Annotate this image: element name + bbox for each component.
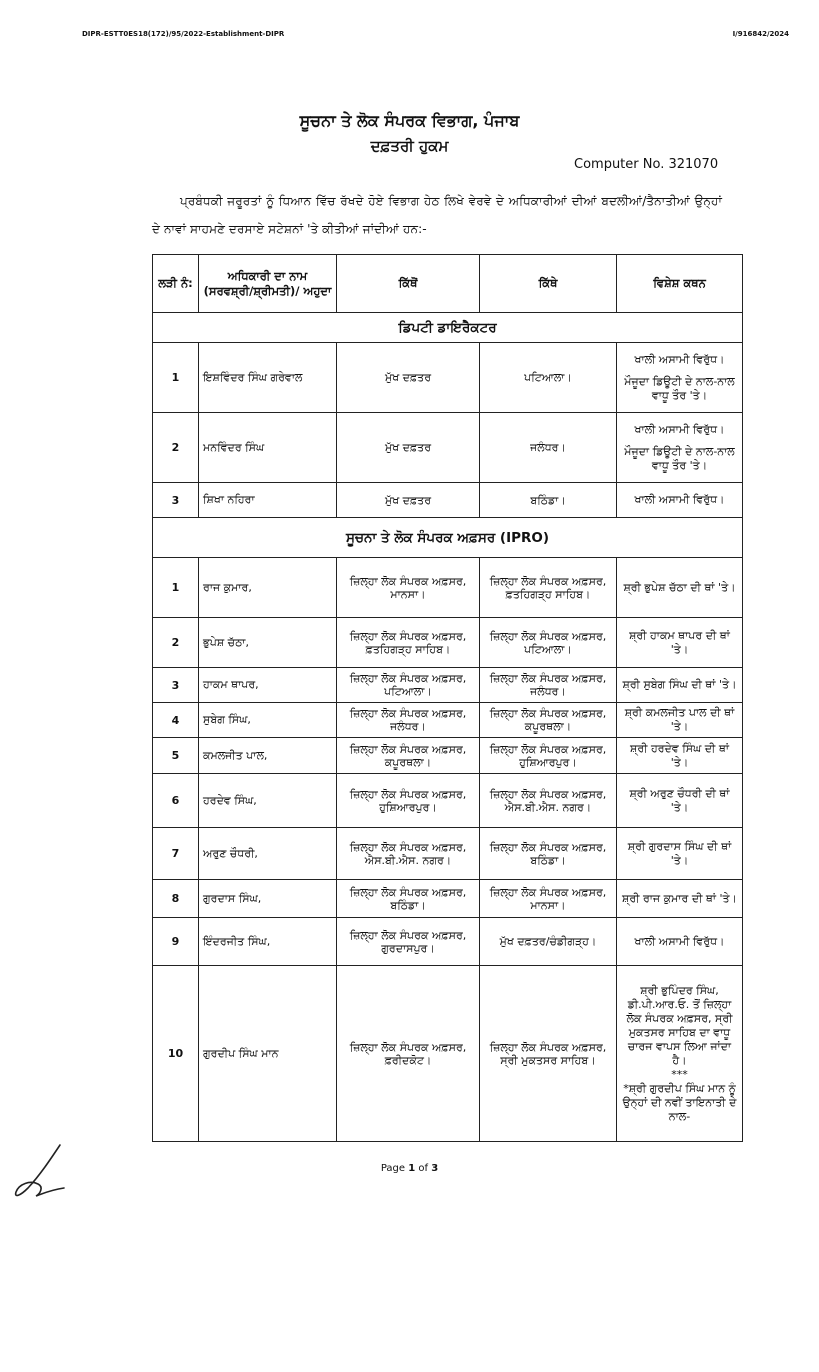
table-row: [153, 668, 743, 703]
cell-name: ਭੁਪੇਸ਼ ਚੱਠਾ,: [199, 618, 337, 668]
cell-to: ਜ਼ਿਲ੍ਹਾ ਲੋਕ ਸੰਪਰਕ ਅਫ਼ਸਰ, ਐਸ.ਬੀ.ਐਸ. ਨਗਰ।: [480, 774, 617, 828]
cell-from: ਜ਼ਿਲ੍ਹਾ ਲੋਕ ਸੰਪਰਕ ਅਫ਼ਸਰ, ਫ਼ਰੀਦਕੋਟ।: [337, 966, 480, 1142]
table-row: [153, 618, 743, 668]
cell-name: ਗੁਰਦੀਪ ਸਿੰਘ ਮਾਨ: [199, 966, 337, 1142]
page-total: 3: [431, 1163, 439, 1174]
cell-name: ਮਨਵਿੰਦਰ ਸਿੰਘ: [199, 413, 337, 483]
page-of: of: [415, 1163, 432, 1174]
remark-line: ਮੌਜੂਦਾ ਡਿਊਟੀ ਦੇ ਨਾਲ-ਨਾਲ ਵਾਧੂ ਤੌਰ 'ਤੇ।: [624, 444, 735, 472]
cell-sr: 1: [153, 558, 199, 618]
cell-name: ਗੁਰਦਾਸ ਸਿੰਘ,: [199, 880, 337, 918]
cell-remarks: ਸ਼੍ਰੀ ਹਾਕਮ ਥਾਪਰ ਦੀ ਥਾਂ 'ਤੇ।: [617, 618, 743, 668]
header-to: ਕਿੱਥੇ: [480, 255, 617, 313]
cell-name: ਇਸ਼ਵਿੰਦਰ ਸਿੰਘ ਗਰੇਵਾਲ: [199, 343, 337, 413]
remark-separator: ***: [671, 1067, 688, 1081]
table-row: [153, 966, 743, 1142]
cell-sr: 4: [153, 703, 199, 738]
cell-from: ਜ਼ਿਲ੍ਹਾ ਲੋਕ ਸੰਪਰਕ ਅਫ਼ਸਰ, ਜਲੰਧਰ।: [337, 703, 480, 738]
cell-remarks: ਸ਼੍ਰੀ ਗੁਰਦਾਸ ਸਿੰਘ ਦੀ ਥਾਂ 'ਤੇ।: [617, 828, 743, 880]
table-row: [153, 774, 743, 828]
cell-to: ਜ਼ਿਲ੍ਹਾ ਲੋਕ ਸੰਪਰਕ ਅਫ਼ਸਰ, ਫ਼ਤਹਿਗੜ੍ਹ ਸਾਹਿਬ।: [480, 558, 617, 618]
cell-remarks: ਖਾਲੀ ਅਸਾਮੀ ਵਿਰੁੱਧ।: [617, 483, 743, 518]
remark-line: *ਸ਼੍ਰੀ ਗੁਰਦੀਪ ਸਿੰਘ ਮਾਨ ਨੂੰ ਉਨ੍ਹਾਂ ਦੀ ਨਵੀਂ ਤਾਇਨਾਤੀ ਦੇ ਨਾਲ-: [622, 1081, 737, 1123]
remark-line: ਮੌਜੂਦਾ ਡਿਊਟੀ ਦੇ ਨਾਲ-ਨਾਲ ਵਾਧੂ ਤੌਰ 'ਤੇ।: [624, 374, 735, 402]
cell-sr: 3: [153, 483, 199, 518]
cell-to: ਜ਼ਿਲ੍ਹਾ ਲੋਕ ਸੰਪਰਕ ਅਫ਼ਸਰ, ਹੁਸ਼ਿਆਰਪੁਰ।: [480, 738, 617, 774]
table-row: [153, 703, 743, 738]
table-header-row: [153, 255, 743, 313]
cell-from: ਜ਼ਿਲ੍ਹਾ ਲੋਕ ਸੰਪਰਕ ਅਫ਼ਸਰ, ਗੁਰਦਾਸਪੁਰ।: [337, 918, 480, 966]
cell-name: ਸ਼ਿਖਾ ਨਹਿਰਾ: [199, 483, 337, 518]
page-prefix: Page: [380, 1163, 409, 1174]
cell-name: ਹਾਕਮ ਥਾਪਰ,: [199, 668, 337, 703]
table-row: [153, 483, 743, 518]
cell-to: ਮੁੱਖ ਦਫ਼ਤਰ/ਚੰਡੀਗੜ੍ਹ।: [480, 918, 617, 966]
cell-from: ਮੁੱਖ ਦਫ਼ਤਰ: [337, 413, 480, 483]
section-deputy-director: ਡਿਪਟੀ ਡਾਇਰੈਕਟਰ: [153, 313, 743, 343]
section-row: [153, 518, 743, 558]
header-sr: ਲੜੀ ਨੰ:: [153, 255, 199, 313]
cell-to: ਜ਼ਿਲ੍ਹਾ ਲੋਕ ਸੰਪਰਕ ਅਫ਼ਸਰ, ਬਠਿੰਡਾ।: [480, 828, 617, 880]
document-reference: I/916842/2024: [732, 30, 789, 38]
cell-remarks: [617, 413, 743, 483]
cell-remarks: ਸ਼੍ਰੀ ਰਾਜ ਕੁਮਾਰ ਦੀ ਥਾਂ 'ਤੇ।: [617, 880, 743, 918]
cell-from: ਜ਼ਿਲ੍ਹਾ ਲੋਕ ਸੰਪਰਕ ਅਫ਼ਸਰ, ਐਸ.ਬੀ.ਐਸ. ਨਗਰ।: [337, 828, 480, 880]
cell-name: ਸੁਬੇਗ ਸਿੰਘ,: [199, 703, 337, 738]
cell-remarks: ਸ਼੍ਰੀ ਹਰਦੇਵ ਸਿੰਘ ਦੀ ਥਾਂ 'ਤੇ।: [617, 738, 743, 774]
cell-from: ਜ਼ਿਲ੍ਹਾ ਲੋਕ ਸੰਪਰਕ ਅਫ਼ਸਰ, ਬਠਿੰਡਾ।: [337, 880, 480, 918]
remark-line: ਖਾਲੀ ਅਸਾਮੀ ਵਿਰੁੱਧ।: [634, 422, 725, 436]
order-title: ਦਫ਼ਤਰੀ ਹੁਕਮ: [370, 137, 449, 155]
cell-sr: 2: [153, 413, 199, 483]
cell-sr: 6: [153, 774, 199, 828]
cell-remarks: ਸ਼੍ਰੀ ਭੁਪੇਸ਼ ਚੱਠਾ ਦੀ ਥਾਂ 'ਤੇ।: [617, 558, 743, 618]
cell-sr: 7: [153, 828, 199, 880]
table-row: [153, 413, 743, 483]
cell-to: ਜ਼ਿਲ੍ਹਾ ਲੋਕ ਸੰਪਰਕ ਅਫ਼ਸਰ, ਪਟਿਆਲਾ।: [480, 618, 617, 668]
department-title: ਸੂਚਨਾ ਤੇ ਲੋਕ ਸੰਪਰਕ ਵਿਭਾਗ, ਪੰਜਾਬ: [299, 111, 520, 130]
header-name: ਅਧਿਕਾਰੀ ਦਾ ਨਾਮ (ਸਰਵਸ਼੍ਰੀ/ਸ਼੍ਰੀਮਤੀ)/ ਅਹੁਦਾ: [199, 255, 337, 313]
cell-remarks: ਖਾਲੀ ਅਸਾਮੀ ਵਿਰੁੱਧ।: [617, 918, 743, 966]
cell-name: ਕਮਲਜੀਤ ਪਾਲ,: [199, 738, 337, 774]
cell-from: ਜ਼ਿਲ੍ਹਾ ਲੋਕ ਸੰਪਰਕ ਅਫ਼ਸਰ, ਕਪੂਰਥਲਾ।: [337, 738, 480, 774]
cell-from: ਮੁੱਖ ਦਫ਼ਤਰ: [337, 483, 480, 518]
cell-remarks: ਸ਼੍ਰੀ ਕਮਲਜੀਤ ਪਾਲ ਦੀ ਥਾਂ 'ਤੇ।: [617, 703, 743, 738]
table-row: [153, 343, 743, 413]
page-number: 1: [408, 1163, 416, 1174]
table-row: [153, 828, 743, 880]
computer-number: Computer No. 321070: [574, 157, 719, 172]
cell-sr: 10: [153, 966, 199, 1142]
cell-sr: 8: [153, 880, 199, 918]
table-row: [153, 880, 743, 918]
header-from: ਕਿੱਥੋਂ: [337, 255, 480, 313]
cell-sr: 1: [153, 343, 199, 413]
cell-sr: 3: [153, 668, 199, 703]
cell-sr: 5: [153, 738, 199, 774]
cell-remarks: ਸ਼੍ਰੀ ਸੁਬੇਗ ਸਿੰਘ ਦੀ ਥਾਂ 'ਤੇ।: [617, 668, 743, 703]
table-row: [153, 918, 743, 966]
cell-to: ਜ਼ਿਲ੍ਹਾ ਲੋਕ ਸੰਪਰਕ ਅਫ਼ਸਰ, ਮਾਨਸਾ।: [480, 880, 617, 918]
cell-name: ਹਰਦੇਵ ਸਿੰਘ,: [199, 774, 337, 828]
cell-remarks: [617, 966, 743, 1142]
cell-sr: 9: [153, 918, 199, 966]
page-footer: [0, 1163, 819, 1174]
cell-from: ਜ਼ਿਲ੍ਹਾ ਲੋਕ ਸੰਪਰਕ ਅਫ਼ਸਰ, ਫ਼ਤਹਿਗੜ੍ਹ ਸਾਹਿਬ।: [337, 618, 480, 668]
cell-name: ਇੰਦਰਜੀਤ ਸਿੰਘ,: [199, 918, 337, 966]
section-row: [153, 313, 743, 343]
intro-text: ਪ੍ਰਬੰਧਕੀ ਜਰੂਰਤਾਂ ਨੂੰ ਧਿਆਨ ਵਿੱਚ ਰੱਖਦੇ ਹੋਏ ਵਿਭਾਗ ਹੇਠ ਲਿਖੇ ਵੇਰਵੇ ਦੇ ਅਧਿਕਾਰੀਆਂ ਦੀਆਂ ਬਦਲੀਆਂ/ਤੈਨਾਤੀਆਂ ਉਨ੍ਹਾਂ ਦੇ ਨਾਵਾਂ ਸਾਹਮਣੇ ਦਰਸਾਏ ਸਟੇਸ਼ਨਾਂ 'ਤੇ ਕੀਤੀਆਂ ਜਾਂਦੀਆਂ ਹਨ:-: [152, 194, 722, 236]
cell-to: ਜ਼ਿਲ੍ਹਾ ਲੋਕ ਸੰਪਰਕ ਅਫ਼ਸਰ, ਸ੍ਰੀ ਮੁਕਤਸਰ ਸਾਹਿਬ।: [480, 966, 617, 1142]
cell-to: ਜ਼ਿਲ੍ਹਾ ਲੋਕ ਸੰਪਰਕ ਅਫ਼ਸਰ, ਕਪੂਰਥਲਾ।: [480, 703, 617, 738]
remark-line: ਸ਼੍ਰੀ ਭੁਪਿੰਦਰ ਸਿੰਘ, ਡੀ.ਪੀ.ਆਰ.ਓ. ਤੋਂ ਜ਼ਿਲ੍ਹਾ ਲੋਕ ਸੰਪਰਕ ਅਫ਼ਸਰ, ਸ੍ਰੀ ਮੁਕਤਸਰ ਸਾਹਿਬ ਦਾ ਵਾਧੂ ਚਾਰਜ ਵਾਪਸ ਲਿਆ ਜਾਂਦਾ ਹੈ।: [626, 983, 733, 1067]
cell-sr: 2: [153, 618, 199, 668]
cell-remarks: [617, 343, 743, 413]
cell-name: ਰਾਜ ਕੁਮਾਰ,: [199, 558, 337, 618]
remark-line: ਖਾਲੀ ਅਸਾਮੀ ਵਿਰੁੱਧ।: [634, 352, 725, 366]
cell-remarks: ਸ਼੍ਰੀ ਅਰੁਣ ਚੌਧਰੀ ਦੀ ਥਾਂ 'ਤੇ।: [617, 774, 743, 828]
table-row: [153, 738, 743, 774]
cell-from: ਮੁੱਖ ਦਫ਼ਤਰ: [337, 343, 480, 413]
cell-from: ਜ਼ਿਲ੍ਹਾ ਲੋਕ ਸੰਪਰਕ ਅਫ਼ਸਰ, ਪਟਿਆਲਾ।: [337, 668, 480, 703]
intro-paragraph: [152, 187, 722, 243]
cell-name: ਅਰੁਣ ਚੌਧਰੀ,: [199, 828, 337, 880]
transfer-table: [152, 254, 743, 1142]
cell-to: ਜਲੰਧਰ।: [480, 413, 617, 483]
cell-from: ਜ਼ਿਲ੍ਹਾ ਲੋਕ ਸੰਪਰਕ ਅਫ਼ਸਰ, ਮਾਨਸਾ।: [337, 558, 480, 618]
table-row: [153, 558, 743, 618]
cell-to: ਜ਼ਿਲ੍ਹਾ ਲੋਕ ਸੰਪਰਕ ਅਫ਼ਸਰ, ਜਲੰਧਰ।: [480, 668, 617, 703]
cell-to: ਪਟਿਆਲਾ।: [480, 343, 617, 413]
cell-from: ਜ਼ਿਲ੍ਹਾ ਲੋਕ ਸੰਪਰਕ ਅਫ਼ਸਰ, ਹੁਸ਼ਿਆਰਪੁਰ।: [337, 774, 480, 828]
header-remarks: ਵਿਸ਼ੇਸ਼ ਕਥਨ: [617, 255, 743, 313]
file-reference: DIPR-ESTT0ES18(172)/95/2022-Establishment-DIPR: [82, 30, 285, 38]
cell-to: ਬਠਿੰਡਾ।: [480, 483, 617, 518]
section-ipro: ਸੂਚਨਾ ਤੇ ਲੋਕ ਸੰਪਰਕ ਅਫ਼ਸਰ (IPRO): [153, 518, 743, 558]
